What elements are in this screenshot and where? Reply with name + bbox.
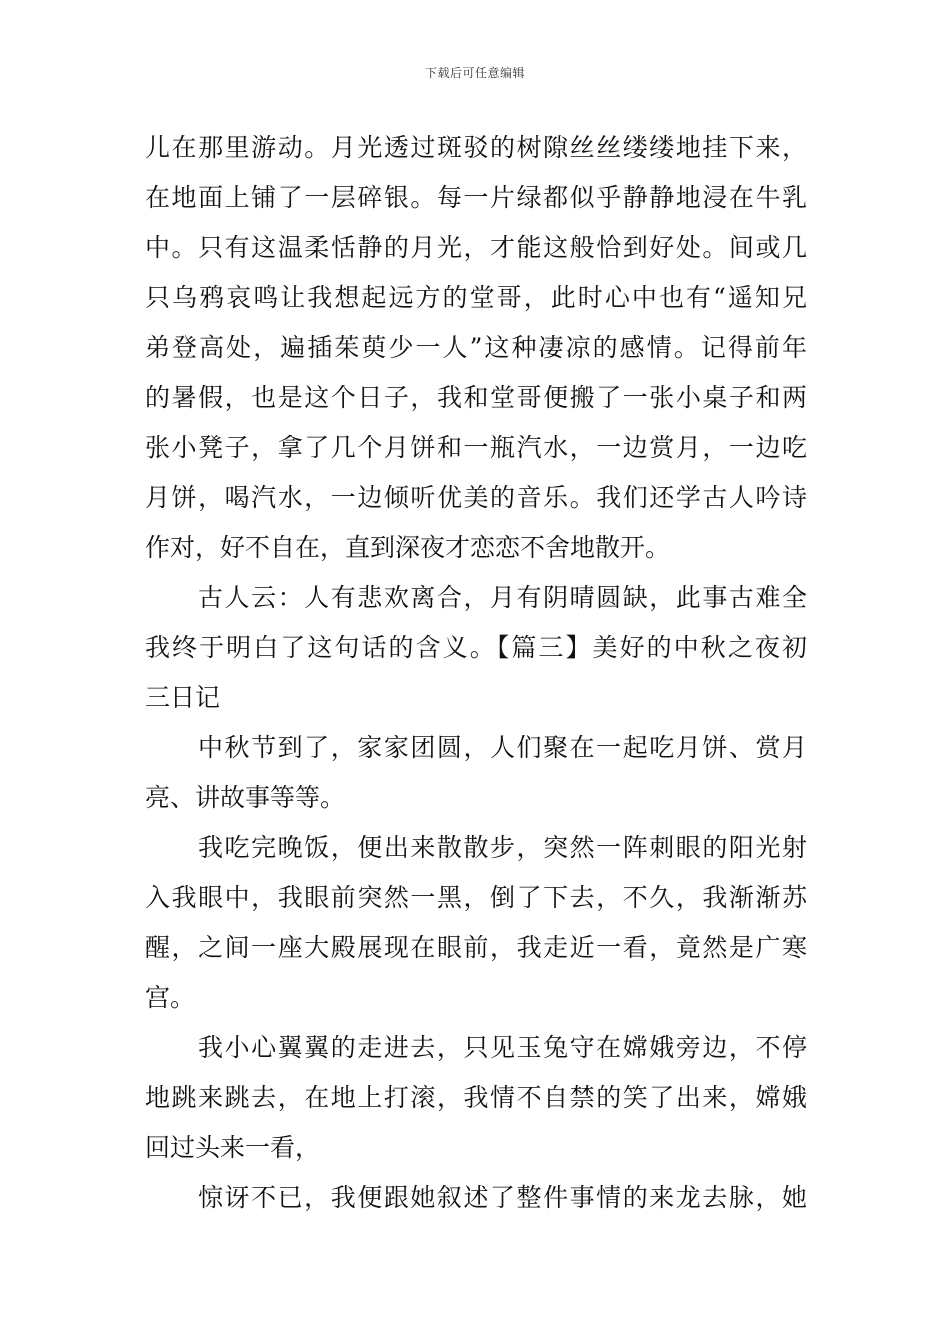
text-line: 作对，好不自在，直到深夜才恋恋不舍地散开。: [145, 533, 671, 562]
text-line: 地跳来跳去，在地上打滚，我情不自禁的笑了出来，嫦娥: [145, 1083, 807, 1112]
text-line: 我吃完晚饭，便出来散散步，突然一阵刺眼的阳光射: [198, 833, 807, 862]
text-line: 回过头来一看，: [145, 1133, 321, 1162]
document-body: [145, 123, 807, 1223]
text-line: 在地面上铺了一层碎银。每一片绿都似乎静静地浸在牛乳: [145, 183, 807, 212]
text-line: 醒，之间一座大殿展现在眼前，我走近一看，竟然是广寒: [145, 933, 807, 962]
text-line: 张小凳子，拿了几个月饼和一瓶汽水，一边赏月，一边吃: [145, 433, 807, 462]
text-line: 儿在那里游动。月光透过斑驳的树隙丝丝缕缕地挂下来，: [145, 133, 807, 162]
text-line: 月饼，喝汽水，一边倾听优美的音乐。我们还学古人吟诗: [145, 483, 807, 512]
text-line: 只乌鸦哀鸣让我想起远方的堂哥，此时心中也有“遥知兄: [145, 283, 807, 312]
text-line: 入我眼中，我眼前突然一黑，倒了下去，不久，我渐渐苏: [145, 883, 807, 912]
text-line: 宫。: [145, 983, 196, 1012]
text-line: 我终于明白了这句话的含义。【篇三】美好的中秋之夜初: [145, 633, 807, 662]
text-line: 三日记: [145, 683, 221, 712]
text-line: 中秋节到了，家家团圆，人们聚在一起吃月饼、赏月: [198, 733, 807, 762]
text-line: 弟登高处，遍插茱萸少一人”这种凄凉的感情。记得前年: [145, 333, 807, 362]
text-line: 古人云：人有悲欢离合，月有阴晴圆缺，此事古难全: [198, 583, 807, 612]
text-line: 的暑假，也是这个日子，我和堂哥便搬了一张小桌子和两: [145, 383, 807, 412]
text-line: 我小心翼翼的走进去，只见玉兔守在嫦娥旁边，不停: [198, 1033, 807, 1062]
text-line: 中。只有这温柔恬静的月光，才能这般恰到好处。间或几: [145, 233, 807, 262]
page-header: 下载后可任意编辑: [424, 66, 525, 80]
text-line: 亮、讲故事等等。: [145, 783, 346, 812]
text-line: 惊讶不已，我便跟她叙述了整件事情的来龙去脉，她: [198, 1183, 807, 1212]
